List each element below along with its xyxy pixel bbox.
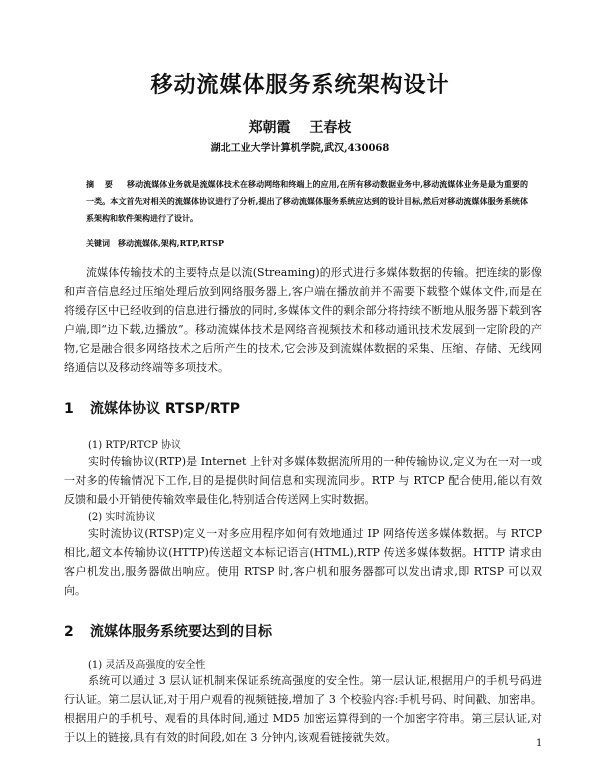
paper-title: 移动流媒体服务系统架构设计 — [150, 73, 450, 98]
abstract-text: 移动流媒体业务就是流媒体技术在移动网络和终端上的应用,在所有移动数据业务中,移动流媒体业务是最为重要的一类。本文首先对相关的流媒体协议进行了分析,提出了移动流媒体服务系统应达到的设计目标,然后对移动流媒体服务系统体系架构和软件架构进行了设计。 — [86, 179, 528, 223]
section-1-heading — [64, 398, 542, 418]
section-1-sub-2-text: 实时流协议(RTSP)定义一对多应用程序如何有效地通过 IP 网络传送多媒体数据。与 RTCP 相比,超文本传输协议(HTTP)传送超文本标记语言(HTML),RTP 传送多媒体数据。HTTP 请求由客户机发出,服务器做出响应。使用 RTSP 时,客户机和服务器都可以发出请求,即 RTSP 可以双向。 — [64, 527, 542, 597]
page-number: 1 — [536, 738, 543, 749]
section-2-heading — [64, 621, 542, 641]
author-names: 郑朝霞 王春枝 — [248, 120, 352, 136]
section-1-sub-2-heading: (2) 实时流协议 — [88, 512, 156, 523]
keywords-block — [86, 238, 528, 249]
section-1-sub-1-heading: (1) RTP/RTCP 协议 — [88, 440, 182, 451]
intro-paragraph: 流媒体传输技术的主要特点是以流(Streaming)的形式进行多媒体数据的传输。把连续的影像和声音信息经过压缩处理后放到网络服务器上,客户端在播放前并不需要下载整个媒体文件,而是在将缓存区中已经收到的信息进行播放的同时,多媒体文件的剩余部分将持续不断地从服务器下载到客户端,即“边下载,边播放”。移动流媒体技术是网络音视频技术和移动通讯技术发展到一定阶段的产物,它是融合很多网络技术之后所产生的技术,它会涉及到流媒体数据的采集、压缩、存储、无线网络通信以及移动终端等多项技术。 — [64, 266, 542, 374]
author-affiliation: 湖北工业大学计算机学院,武汉,430068 — [210, 143, 390, 154]
section-2-number: 2 — [64, 624, 74, 640]
section-1-sub-1-text: 实时传输协议(RTP)是 Internet 上针对多媒体数据流所用的一种传输协议,定义为在一对一或一对多的传输情况下工作,目的是提供时间信息和实现流同步。RTP 与 RTCP 配合使用,能以有效反馈和最小开销使传输效率最佳化,特别适合传送网上实时数据。 — [64, 455, 542, 506]
section-2-sub-1-heading: (1) 灵活及高强度的安全性 — [88, 660, 206, 671]
section-2-title: 流媒体服务系统要达到的目标 — [90, 624, 272, 640]
keywords-text: 移动流媒体,架构,RTP,RTSP — [118, 238, 225, 248]
section-2-sub-1-text: 系统可以通过 3 层认证机制来保证系统高强度的安全性。第一层认证,根据用户的手机号码进行认证。第二层认证,对于用户观看的视频链接,增加了 3 个校验内容:手机号码、时间戳、加密串。根据用户的手机号、观看的具体时间,通过 MD5 加密运算得到的一个加密字符串。第三层认证,对于以上的链接,具有有效的时间段,如在 3 分钟内,该观看链接就失效。 — [64, 674, 542, 744]
section-1-title: 流媒体协议 RTSP/RTP — [90, 401, 240, 417]
abstract-block — [86, 176, 528, 227]
abstract-label: 摘 要 — [86, 179, 117, 189]
keywords-label: 关键词 — [86, 238, 110, 248]
section-1-number: 1 — [64, 401, 74, 417]
